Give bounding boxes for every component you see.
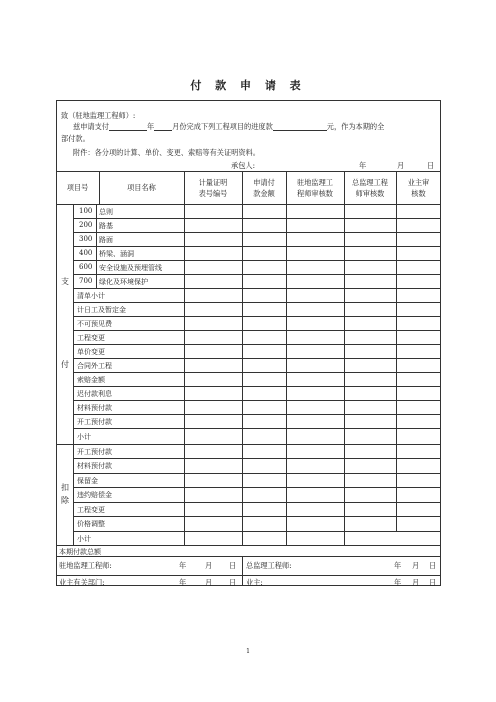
form-title: 付 款 申 请 表: [190, 79, 306, 92]
header-divider-1: [99, 171, 100, 204]
signature-divider: [242, 556, 243, 586]
pay-item: 计日工及暂定金: [77, 306, 126, 314]
signature-line-2: [56, 575, 441, 576]
item-code: 100: [79, 207, 93, 215]
header-measure-cert: 计量证明 表号编号: [198, 178, 228, 198]
row-line: [73, 414, 441, 415]
pay-item: 工程变更: [77, 334, 105, 342]
deduct-subtotal: 小计: [77, 535, 91, 543]
sign-day: 日: [429, 578, 437, 587]
row-line: [73, 260, 441, 261]
row-line: [73, 358, 441, 359]
pay-item: 材料预付款: [77, 404, 112, 412]
item-code: 700: [79, 277, 93, 285]
owner-dept-label: 业主有关部门:: [59, 578, 105, 587]
deduct-section-label-top: 扣: [61, 483, 69, 492]
header-owner-review: 业主审 核数: [407, 178, 430, 198]
period-year-blank[interactable]: [109, 122, 147, 131]
sign-year: 年: [394, 561, 402, 570]
item-name: 绿化及环境保护: [99, 278, 148, 286]
header-request-amount: 申请付 款金额: [253, 178, 275, 198]
item-name: 总则: [99, 208, 113, 216]
item-name: 桥梁、涵洞: [99, 250, 134, 258]
row-line: [73, 458, 441, 459]
header-chief-review: 总监理工程 师审核数: [352, 178, 388, 198]
pay-item: 开工预付款: [77, 418, 112, 426]
sign-month: 月: [412, 578, 420, 587]
resident-engineer-label: 驻地监理工程师:: [59, 561, 112, 570]
row-line: [73, 400, 441, 401]
header-item-name: 项目名称: [127, 183, 156, 192]
pay-section-label-bottom: 付: [61, 360, 69, 369]
pay-item: 单价变更: [77, 348, 105, 356]
request-text-a: 兹申请支付: [73, 122, 109, 131]
request-line: [73, 122, 384, 131]
deduct-item: 材料预付款: [77, 462, 112, 470]
row-line: [73, 330, 441, 331]
row-line: [73, 302, 441, 303]
contractor-month: 月: [397, 161, 405, 170]
row-line: [73, 487, 441, 488]
row-line: [73, 386, 441, 387]
sign-month: 月: [205, 578, 213, 587]
header-bottom-line: [56, 204, 441, 205]
chief-engineer-label: 总监理工程师:: [246, 561, 292, 570]
contractor-day: 日: [427, 161, 435, 170]
pay-item: 索赔金额: [77, 376, 105, 384]
contractor-year: 年: [359, 161, 367, 170]
pay-subtotal: 小计: [77, 433, 91, 441]
period-month-blank[interactable]: [154, 122, 172, 131]
row-line: [73, 473, 441, 474]
row-line: [73, 344, 441, 345]
sign-year: 年: [394, 578, 402, 587]
owner-label: 业主:: [246, 578, 263, 587]
item-code: 400: [79, 249, 93, 257]
section-line-total: [56, 545, 441, 546]
row-line: [73, 274, 441, 275]
row-line: [73, 428, 441, 429]
deduct-section-label-bottom: 除: [61, 496, 69, 505]
header-item-no: 项目号: [66, 183, 89, 192]
col-divider-amount-5: [396, 171, 397, 531]
amount-blank[interactable]: [273, 122, 327, 131]
row-line: [73, 502, 441, 503]
payment-form-table: [56, 100, 441, 586]
row-line: [73, 246, 441, 247]
pay-item: 迟付款利息: [77, 390, 112, 398]
total-payment-label: 本期付款总额: [59, 548, 101, 556]
sign-day: 日: [229, 561, 237, 570]
header-resident-review: 驻地监理工 程师审核数: [297, 178, 333, 198]
row-line: [73, 372, 441, 373]
sign-day: 日: [429, 561, 437, 570]
deduct-item: 工程变更: [77, 506, 105, 514]
deduct-item: 违约赔偿金: [77, 491, 112, 499]
row-line: [73, 232, 441, 233]
sign-year: 年: [179, 561, 187, 570]
deduct-item: 保留金: [77, 477, 98, 485]
row-line: [73, 316, 441, 317]
signature-line-1: [56, 556, 441, 557]
pay-item: 合同外工程: [77, 362, 112, 370]
request-text-d: 元，作为本期的全: [326, 122, 385, 131]
sign-month: 月: [205, 561, 213, 570]
request-text-b: 年: [146, 122, 155, 131]
row-line: [73, 531, 441, 532]
row-line: [73, 288, 441, 289]
pay-section-label-top: 支: [61, 277, 69, 286]
deduct-item: 价格调整: [77, 520, 105, 528]
header-top-line: [56, 171, 441, 172]
item-code: 600: [79, 263, 93, 271]
pay-item: 清单小计: [77, 292, 105, 300]
addressee: 致（驻地监理工程师）:: [61, 111, 136, 120]
attachment-note: 附件：各分项的计算、单价、变更、索赔等有关证明资料。: [73, 148, 260, 157]
item-name: 路基: [99, 222, 113, 230]
row-line: [73, 516, 441, 517]
item-code: 200: [79, 221, 93, 229]
section-line-pay-deduct: [56, 444, 441, 445]
item-name: 安全设施及预埋管线: [99, 264, 162, 272]
row-line: [73, 218, 441, 219]
sign-year: 年: [179, 578, 187, 587]
pay-item: 不可预见费: [77, 320, 112, 328]
item-name: 路面: [99, 236, 113, 244]
request-line-2: 部付款。: [61, 134, 90, 143]
page-number: 1: [246, 648, 250, 655]
item-code: 300: [79, 235, 93, 243]
side-label-divider: [73, 204, 74, 545]
sign-month: 月: [412, 561, 420, 570]
contractor-label: 承包人:: [231, 161, 255, 170]
sign-day: 日: [229, 578, 237, 587]
deduct-item: 开工预付款: [77, 448, 112, 456]
request-text-c: 月份完成下列工程项目的进度款: [172, 122, 273, 131]
